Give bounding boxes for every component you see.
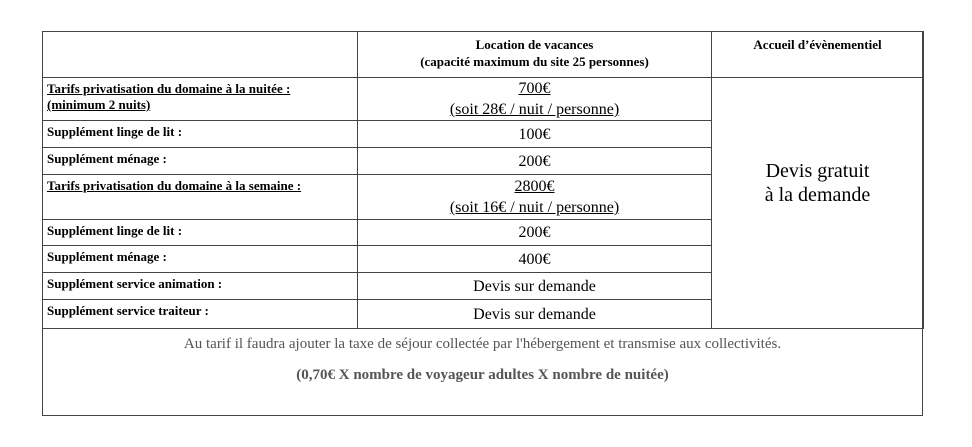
tax-note-text: Au tarif il faudra ajouter la taxe de séjour collectée par l'hébergement et transmise aux collectivités. xyxy=(183,336,782,352)
row-label: Supplément service animation : xyxy=(43,273,358,300)
row-label xyxy=(43,78,358,121)
header-location xyxy=(358,32,712,78)
row-value xyxy=(358,175,712,220)
event-quote-line2: à la demande xyxy=(764,184,871,206)
row-value: 400€ xyxy=(358,246,712,273)
row-value: 200€ xyxy=(358,148,712,175)
header-location-title: Location de vacances xyxy=(475,37,594,52)
row-value xyxy=(358,78,712,121)
value-text: 2800€ xyxy=(514,178,555,195)
table-row xyxy=(43,78,924,121)
header-location-capacity: (capacité maximum du site 25 personnes) xyxy=(420,54,649,69)
value-subtext: (soit 28€ / nuit / personne) xyxy=(449,101,620,118)
row-label: Supplément service traiteur : xyxy=(43,300,358,329)
row-value: 200€ xyxy=(358,220,712,246)
tax-note-formula: (0,70€ X nombre de voyageur adultes X nombre de nuitée) xyxy=(296,367,669,383)
label-text: Tarifs privatisation du domaine à la nuitée : xyxy=(47,81,291,96)
event-quote-cell xyxy=(712,78,924,329)
header-row xyxy=(43,32,924,78)
value-text: 700€ xyxy=(518,80,551,97)
row-label: Supplément ménage : xyxy=(43,148,358,175)
label-text: Tarifs privatisation du domaine à la semaine : xyxy=(47,178,302,193)
row-label: Supplément ménage : xyxy=(43,246,358,273)
row-value: Devis sur demande xyxy=(358,273,712,300)
row-label: Supplément linge de lit : xyxy=(43,121,358,148)
row-label xyxy=(43,175,358,220)
row-value: 100€ xyxy=(358,121,712,148)
event-quote-line1: Devis gratuit xyxy=(765,160,870,182)
label-subtext: (minimum 2 nuits) xyxy=(47,97,151,112)
row-value: Devis sur demande xyxy=(358,300,712,329)
header-event: Accueil d’évènementiel xyxy=(712,32,924,78)
row-label: Supplément linge de lit : xyxy=(43,220,358,246)
header-empty-cell xyxy=(43,32,358,78)
price-table xyxy=(42,31,924,329)
tax-note xyxy=(42,328,923,384)
value-subtext: (soit 16€ / nuit / personne) xyxy=(449,199,620,216)
